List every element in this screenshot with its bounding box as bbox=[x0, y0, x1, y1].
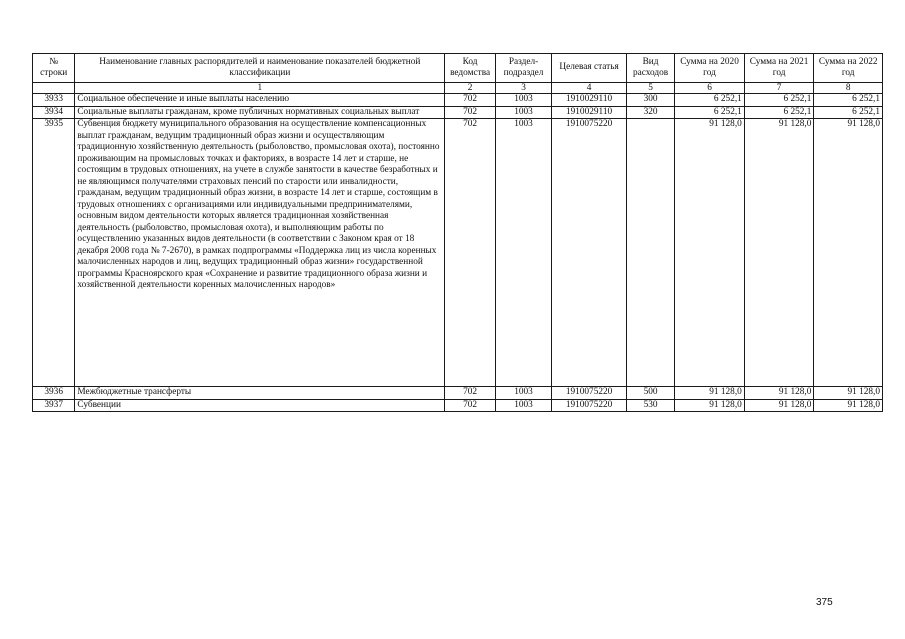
sum-2020-cell: 91 128,0 bbox=[675, 387, 745, 400]
column-number: 2 bbox=[445, 83, 495, 94]
column-number: 6 bbox=[675, 83, 745, 94]
section-cell: 1003 bbox=[495, 94, 551, 107]
column-number: 8 bbox=[814, 83, 883, 94]
row-name-cell: Межбюджетные трансферты bbox=[75, 387, 445, 400]
sum-2022-cell: 91 128,0 bbox=[814, 387, 883, 400]
row-number-cell: 3935 bbox=[33, 119, 75, 387]
expense-type-cell bbox=[626, 119, 674, 387]
expense-type-cell: 300 bbox=[626, 94, 674, 107]
sum-2022-cell: 6 252,1 bbox=[814, 94, 883, 107]
row-name-cell: Социальные выплаты гражданам, кроме публичных нормативных социальных выплат bbox=[75, 106, 445, 119]
expense-type-cell: 530 bbox=[626, 399, 674, 412]
sum-2021-cell: 6 252,1 bbox=[744, 94, 814, 107]
column-number: 3 bbox=[495, 83, 551, 94]
sum-2022-cell: 91 128,0 bbox=[814, 119, 883, 387]
target-article-cell: 1910075220 bbox=[552, 119, 627, 387]
sum-2020-cell: 6 252,1 bbox=[675, 106, 745, 119]
header-sum-2020: Сумма на 2020 год bbox=[675, 54, 745, 83]
table-row bbox=[33, 399, 883, 412]
header-row-number: № строки bbox=[33, 54, 75, 83]
table-row bbox=[33, 119, 883, 387]
header-sum-2022: Сумма на 2022 год bbox=[814, 54, 883, 83]
dept-code-cell: 702 bbox=[445, 106, 495, 119]
table-row bbox=[33, 106, 883, 119]
row-name-cell: Социальное обеспечение и иные выплаты населению bbox=[75, 94, 445, 107]
dept-code-cell: 702 bbox=[445, 94, 495, 107]
row-number-cell: 3934 bbox=[33, 106, 75, 119]
expense-type-cell: 320 bbox=[626, 106, 674, 119]
header-target-article: Целевая статья bbox=[552, 54, 627, 83]
column-number: 7 bbox=[744, 83, 814, 94]
sum-2022-cell: 91 128,0 bbox=[814, 399, 883, 412]
column-number bbox=[33, 83, 75, 94]
sum-2021-cell: 6 252,1 bbox=[744, 106, 814, 119]
section-cell: 1003 bbox=[495, 106, 551, 119]
header-name: Наименование главных распорядителей и наименование показателей бюджетной классификации bbox=[75, 54, 445, 83]
dept-code-cell: 702 bbox=[445, 119, 495, 387]
expense-type-cell: 500 bbox=[626, 387, 674, 400]
section-cell: 1003 bbox=[495, 119, 551, 387]
target-article-cell: 1910029110 bbox=[552, 94, 627, 107]
dept-code-cell: 702 bbox=[445, 387, 495, 400]
target-article-cell: 1910029110 bbox=[552, 106, 627, 119]
row-number-cell: 3936 bbox=[33, 387, 75, 400]
table-row bbox=[33, 387, 883, 400]
header-expense-type: Вид расходов bbox=[626, 54, 674, 83]
page-number: 375 bbox=[816, 597, 833, 608]
section-cell: 1003 bbox=[495, 399, 551, 412]
sum-2020-cell: 91 128,0 bbox=[675, 119, 745, 387]
row-name-cell: Субвенция бюджету муниципального образования на осуществление компенсационных выплат гражданам, ведущим традиционный образ жизни и осуществляющим традиционную хозяйственную деятельность (рыболовство, промысловая охота), постоянно проживающим на промысловых точках и факториях, в возрасте 14 лет и старше, не состоящим в трудовых отношениях, на учете в службе занятости в качестве безработных и не являющимся получателями страховых пенсий по старости или инвалидности, гражданам, ведущим традиционный образ жизни, в возрасте 14 лет и старше, состоящим в трудовых отношениях с организациями или индивидуальными предпринимателями, основным видом деятельности которых является традиционная хозяйственная деятельность (рыболовство, промысловая охота), и выполняющим работы по осуществлению указанных видов деятельности (в соответствии с Законом края от 18 декабря 2008 года № 7-2670), в рамках подпрограммы «Поддержка лиц из числа коренных малочисленных народов и лиц, ведущих традиционный образ жизни» государственной программы Красноярского края «Сохранение и развитие традиционного образа жизни и хозяйственной деятельности коренных малочисленных народов» bbox=[75, 119, 445, 387]
header-section: Раздел-подраздел bbox=[495, 54, 551, 83]
column-number: 4 bbox=[552, 83, 627, 94]
section-cell: 1003 bbox=[495, 387, 551, 400]
target-article-cell: 1910075220 bbox=[552, 399, 627, 412]
row-name-cell: Субвенции bbox=[75, 399, 445, 412]
dept-code-cell: 702 bbox=[445, 399, 495, 412]
header-dept-code: Код ведомства bbox=[445, 54, 495, 83]
header-row bbox=[33, 54, 883, 83]
column-number: 5 bbox=[626, 83, 674, 94]
sum-2021-cell: 91 128,0 bbox=[744, 119, 814, 387]
sum-2021-cell: 91 128,0 bbox=[744, 399, 814, 412]
row-number-cell: 3933 bbox=[33, 94, 75, 107]
budget-table bbox=[32, 53, 883, 412]
row-number-cell: 3937 bbox=[33, 399, 75, 412]
sum-2020-cell: 6 252,1 bbox=[675, 94, 745, 107]
table-row bbox=[33, 94, 883, 107]
sum-2022-cell: 6 252,1 bbox=[814, 106, 883, 119]
column-number-row bbox=[33, 83, 883, 94]
sum-2021-cell: 91 128,0 bbox=[744, 387, 814, 400]
sum-2020-cell: 91 128,0 bbox=[675, 399, 745, 412]
column-number: 1 bbox=[75, 83, 445, 94]
target-article-cell: 1910075220 bbox=[552, 387, 627, 400]
header-sum-2021: Сумма на 2021 год bbox=[744, 54, 814, 83]
